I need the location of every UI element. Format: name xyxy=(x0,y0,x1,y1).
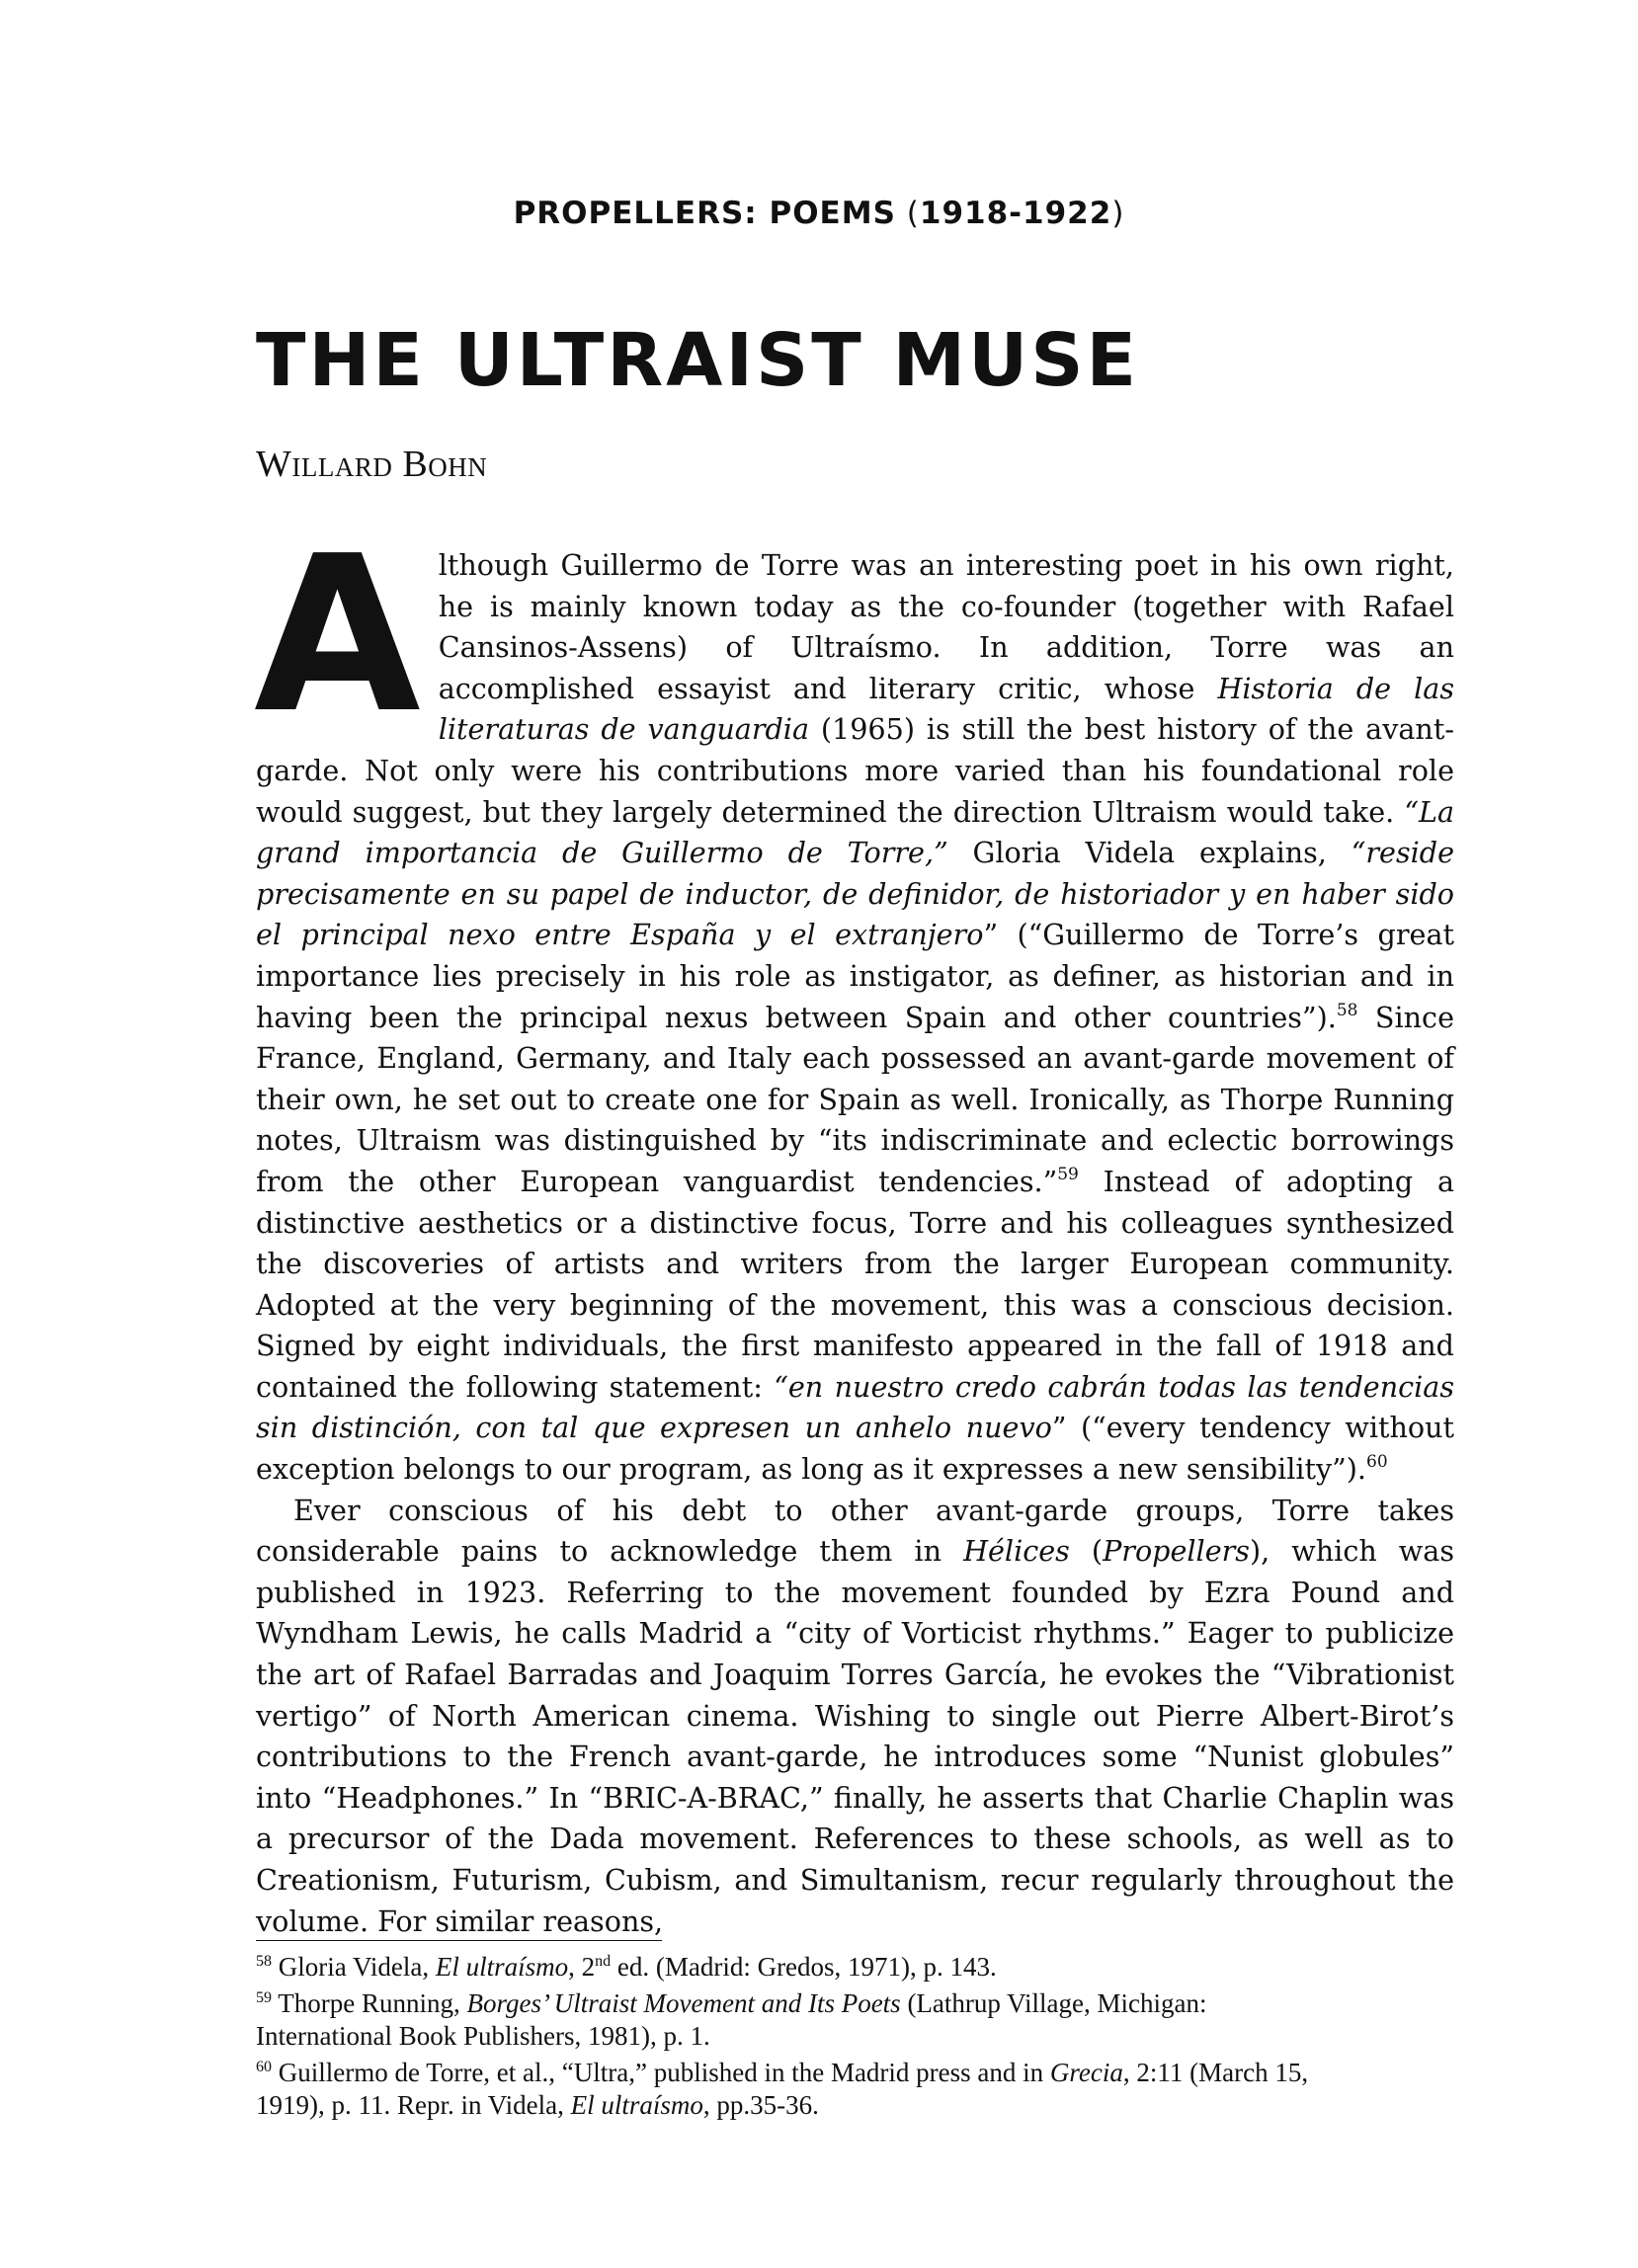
text-run: Instead of adopting a distinctive aesthetics or a distinctive focus, Torre and his colleagues synthesized the discoveries of artists and writers from the larger European community. Adopted at the very beginning of the movement, this was a conscious decision. Signed by eight individuals, the first manifesto appeared in the fall of 1918 and contained the following statement: xyxy=(256,1164,1454,1404)
footnote-number: 58 xyxy=(256,1953,272,1970)
text-run: Since France, England, Germany, and Italy each possessed an avant-garde movement of their own, he set out to create one for Spain as well. Ironically, as Thorpe Running notes, Ultraism was distinguished by “its indiscriminate and eclectic borrowings from the other European vanguardist tendencies.” xyxy=(256,1000,1454,1198)
footnote-divider xyxy=(256,1940,662,1941)
italic-run: “La grand importancia de Guillermo de Torre,” xyxy=(256,794,1454,870)
footnote-59 xyxy=(256,1987,1343,2053)
running-head xyxy=(0,196,1638,231)
footnote-58 xyxy=(256,1951,1343,1984)
text-run: ” (“every tendency without exception belongs to our program, as long as it expresses a new sensibility”). xyxy=(256,1411,1454,1487)
italic-run: “reside precisamente en su papel de inductor, de definidor, de historiador y en haber sido el principal nexo entre España y el extranjero xyxy=(256,836,1455,952)
italic-run: Hélices xyxy=(963,1534,1070,1569)
text-run: Ever conscious of his debt to other avant-garde groups, Torre takes considerable pains to acknowledge them in xyxy=(256,1493,1454,1569)
text-run: ” (“Guillermo de Torre’s great importance lies precisely in his role as instigator, as definer, as historian and in having been the principal nexus between Spain and other countries”). xyxy=(256,918,1454,1034)
footnote-ref-58[interactable]: 58 xyxy=(1336,1000,1358,1020)
italic-run: “en nuestro credo cabrán todas las tendencias sin distinción, con tal que expresen un anhelo nuevo xyxy=(256,1369,1455,1445)
footnote-text: Thorpe Running, xyxy=(272,1988,467,2018)
paragraph-2 xyxy=(256,1491,1454,1943)
footnote-text: , pp.35-36. xyxy=(702,2090,819,2120)
footnote-number: 60 xyxy=(256,2059,272,2075)
footnote-text: Guillermo de Torre, et al., “Ultra,” published in the Madrid press and in xyxy=(272,2058,1050,2087)
years-open: ( xyxy=(895,196,920,231)
footnote-ref-59[interactable]: 59 xyxy=(1057,1164,1079,1184)
text-run: lthough Guillermo de Torre was an interesting poet in his own right, he is mainly known today as the co-founder (together with Rafael Cansinos-Assens) of Ultraísmo. In addition, Torre was an accomplished essayist and literary critic, whose xyxy=(438,548,1454,705)
footnote-number: 59 xyxy=(256,1989,272,2006)
running-head-years xyxy=(896,196,1125,231)
footnote-60 xyxy=(256,2057,1343,2122)
text-run: ), which was published in 1923. Referring to the movement founded by Ezra Pound and Wyndham Lewis, he calls Madrid a “city of Vorticist rhythms.” Eager to publicize the art of Rafael Barradas and Joaquim Torres García, he evokes the “Vibrationist vertigo” of North American cinema. Wishing to single out Pierre Albert-Birot’s contributions to the French avant-garde, he introduces some “Nunist globules” into “Headphones.” In “BRIC-A-BRAC,” finally, he asserts that Charlie Chaplin was a precursor of the Dada movement. References to these schools, as well as to Creationism, Futurism, Cubism, and Simultanism, recur regularly throughout the volume. For similar reasons, xyxy=(256,1534,1455,1938)
text-run: ( xyxy=(1069,1534,1104,1569)
text-run: Gloria Videla explains, xyxy=(947,836,1351,870)
footnote-text: , 2:11 (March 15, 1919), p. 11. Repr. in Videla, xyxy=(256,2058,1309,2120)
footnote-text: ed. (Madrid: Gredos, 1971), p. 143. xyxy=(611,1952,997,1982)
years-range: 1918-1922 xyxy=(919,196,1112,231)
footnote-title: El ultraísmo xyxy=(570,2090,703,2120)
years-close: ) xyxy=(1111,196,1125,231)
article-body xyxy=(254,511,1455,1942)
article-title: THE ULTRAIST MUSE xyxy=(256,318,1140,403)
drop-cap: A xyxy=(254,511,421,761)
running-title: PROPELLERS: POEMS xyxy=(513,196,896,231)
footnote-text: (Lathrup Village, Michigan: International Book Publishers, 1981), p. 1. xyxy=(256,1988,1207,2051)
italic-run: Propellers xyxy=(1103,1534,1250,1569)
footnote-title: El ultraísmo xyxy=(435,1952,569,1982)
footnote-text: , 2 xyxy=(568,1952,596,1982)
text-run: (1965) is still the best history of the avant-garde. Not only were his contributions more varied than his foundational role would suggest, but they largely determined the direction Ultraism would take. xyxy=(256,712,1454,829)
footnote-title: Grecia xyxy=(1049,2058,1123,2087)
footnote-text: Gloria Videla, xyxy=(272,1952,436,1982)
footnote-ref-60[interactable]: 60 xyxy=(1366,1452,1388,1473)
footnotes xyxy=(256,1951,1343,2126)
paragraph-1 xyxy=(254,511,1455,1491)
footnote-title: Borges’ Ultraist Movement and Its Poets xyxy=(466,1988,901,2018)
article-author: Willard Bohn xyxy=(256,444,488,485)
italic-run: Historia de las literaturas de vanguardia xyxy=(438,671,1455,747)
ordinal-suffix: nd xyxy=(595,1953,612,1970)
